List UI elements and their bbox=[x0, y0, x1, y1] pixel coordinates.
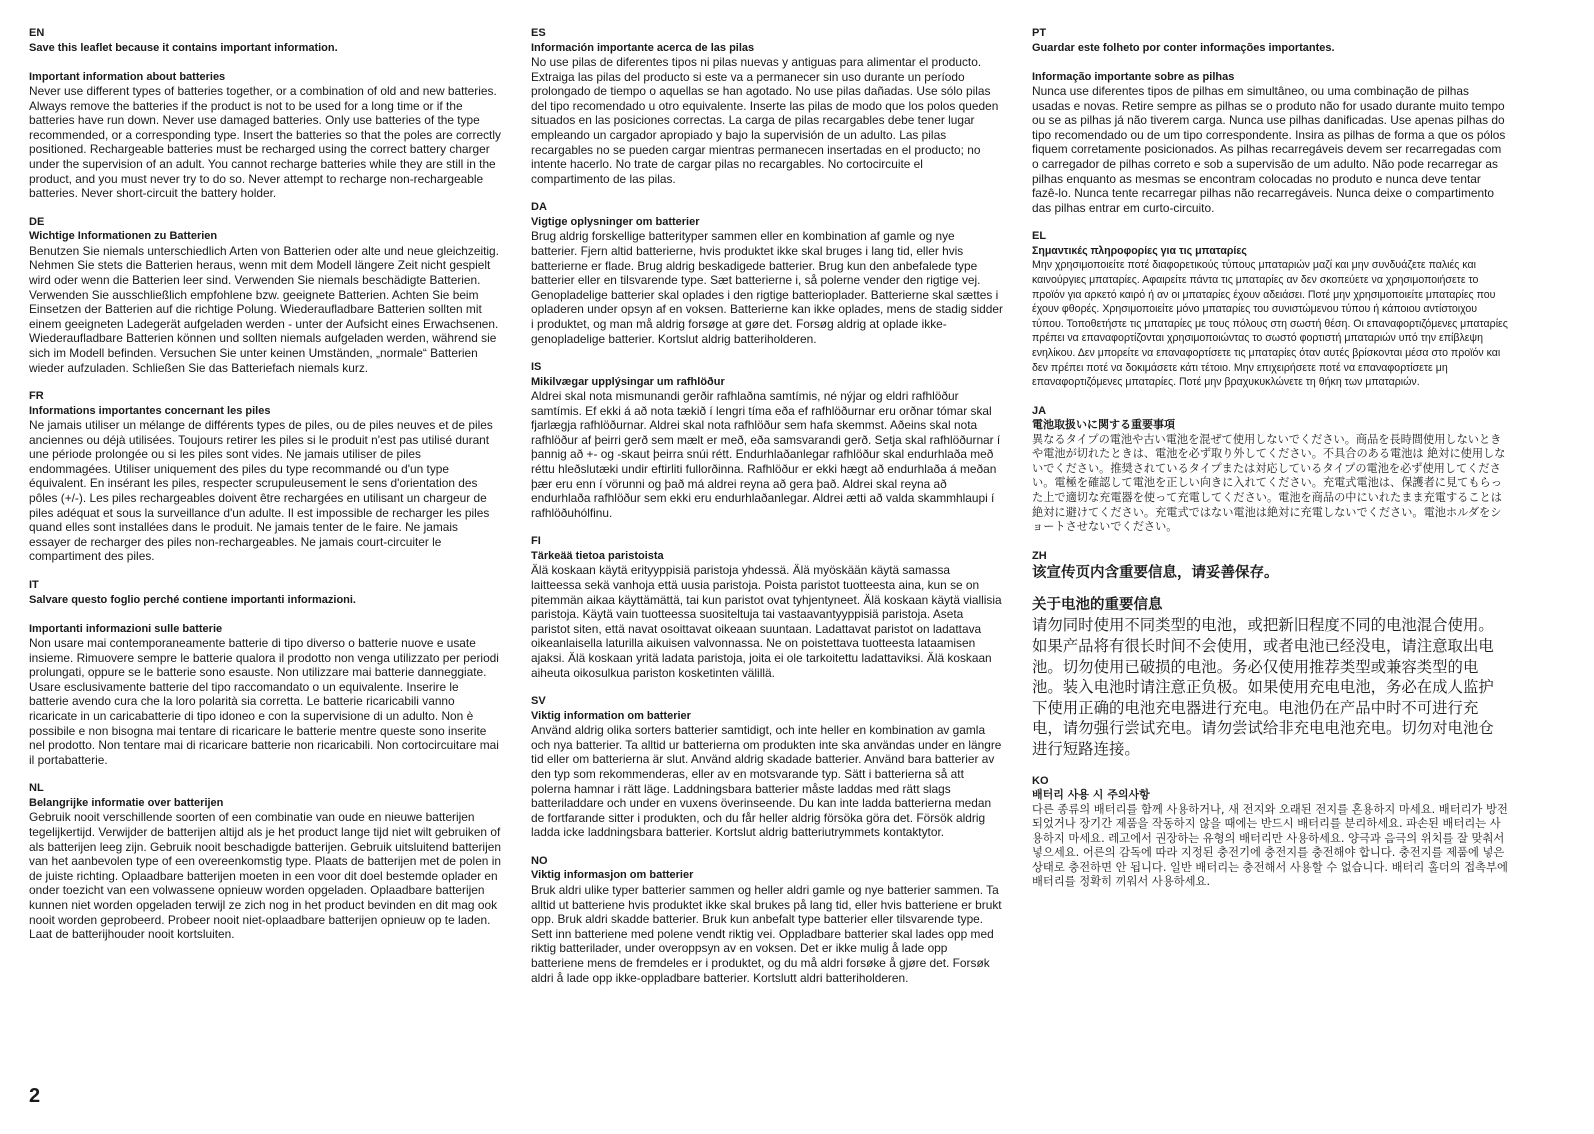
section-body: Benutzen Sie niemals unterschiedlich Arten von Batterien oder alte und neue gleichzeitig. Nehmen Sie stets die Batterien heraus, wenn mit dem Modell längere Zeit nicht gespielt wird oder wenn die Batterien leer sind. Verwenden Sie niemals beschädigte Batterien. Verwenden Sie ausschließlich empfohlene bzw. geeignete Batterien. Achten Sie beim Einsetzen der Batterien auf die richtige Polung. Wiederaufladbare Batterien sollten mit einem geeigneten Ladegerät aufgeladen werden - unter der Aufsicht eines Erwachsenen. Wiederaufladbare Batterien können und sollten niemals aufgeladen werden, während sie sich im Modell befinden. Versuchen Sie unter keinen Umständen, „normale“ Batterien wieder aufzuladen. Schließen Sie das Batteriefach niemals kurz. bbox=[29, 243, 499, 375]
section-heading: Viktig information om batterier bbox=[531, 709, 691, 722]
section-nl bbox=[29, 781, 501, 941]
section-body: 다른 종류의 배터리를 함께 사용하거나, 새 전지와 오래된 전지를 혼용하지 마세요. 배터리가 방전되었거나 장기간 제품을 작동하지 않을 때에는 반드시 배터리를 분리하세요. 파손된 배터리는 사용하지 마세요. 레고에서 권장하는 유형의 배터리만 사용하세요. 양극과 음극의 위치를 잘 맞춰서 넣으세요. 어른의 감독에 따라 지정된 충전기에 충전지를 충전해야 합니다. 충전지를 제품에 넣은 상태로 충전하면 안 됩니다. 일반 배터리는 충전해서 사용할 수 없습니다. 배터리 홀더의 접촉부에 배터리를 정확히 끼워서 사용하세요. bbox=[1032, 802, 1508, 889]
section-heading: Importanti informazioni sulle batterie bbox=[29, 622, 223, 635]
section-body: Ne jamais utiliser un mélange de différents types de piles, ou de piles neuves et de piles anciennes ou déjà utilisées. Toujours retirer les piles si le produit n'est pas utilisé durant une période prolongée ou si les piles sont vides. Ne jamais utiliser de piles endommagées. Utiliser uniquement des piles du type recommandé ou d'un type équivalent. En insérant les piles, respecter scrupuleusement le sens d'orientation des pôles (+/-). Les piles rechargeables doivent être rechargées en utilisant un chargeur de piles adéquat et sous la surveillance d'un adulte. Il est impossible de recharger les piles quand elles sont installées dans le produit. Ne jamais tenter de le faire. Ne jamais essayer de recharger des piles non-rechargeables. Ne jamais court-circuiter le compartiment des piles. bbox=[29, 418, 493, 564]
section-body: 異なるタイプの電池や古い電池を混ぜて使用しないでください。商品を長時間使用しないときや電池が切れたときは、電池を必ず取り外してください。不具合のある電池は 絶対に使用しないでください。推奨されているタイプまたは対応しているタイプの電池を必ず使用してください。電極を確認して電池を正しい向きに入れてください。充電式電池は、保護者に見てもらった上で適切な充電器を使って充電してください。電池を商品の中にいれたまま充電することは絶対に避けてください。充電式ではない電池は絶対に充電しないでください。電池ホルダをショートさせないでください。 bbox=[1032, 432, 1506, 534]
column-1 bbox=[29, 26, 501, 956]
section-heading: 关于电池的重要信息 bbox=[1032, 597, 1163, 614]
section-body: Älä koskaan käytä erityyppisiä paristoja yhdessä. Älä myöskään käytä samassa laitteessa sekä vanhoja että uusia paristoja. Poista paristot tuotteesta aina, kun se on pitemmän aikaa käyttämättä, tai kun paristot ovat tyhjentyneet. Älä koskaan käytä viallisia paristoja. Käytä vain tuotteessa suositeltuja tai vastaavantyyppisiä paristoja. Aseta paristot siten, että navat osoittavat oikeaan suuntaan. Ladattavat paristot on ladattava oikeanlaisella laturilla aikuisen valvonnassa. Ne on poistettava tuotteesta lataamisen ajaksi. Älä koskaan yritä ladata paristoja, joita ei ole tarkoitettu ladattaviksi. Älä koskaan aiheuta oikosulkua pariston kosketinten välillä. bbox=[531, 563, 1002, 680]
section-body: Gebruik nooit verschillende soorten of een combinatie van oude en nieuwe batterijen tegelijkertijd. Verwijder de batterijen altijd als je het product lange tijd niet wilt gebruiken of als batterijen leeg zijn. Gebruik nooit beschadigde batterijen. Gebruik uitsluitend batterijen van het aanbevolen type of een overeenkomstig type. Plaats de batterijen met de polen in de juiste richting. Oplaadbare batterijen moeten in een voor dit doel bestemde oplader en onder toezicht van een volwassene opnieuw worden opgeladen. Oplaadbare batterijen kunnen niet worden opgeladen terwijl ze zich nog in het product bevinden en dit mag ook nooit worden geprobeerd. Probeer nooit niet-oplaadbare batterijen opnieuw op te laden. Laat de batterijhouder nooit kortsluiten. bbox=[29, 810, 501, 942]
section-heading: Informação importante sobre as pilhas bbox=[1032, 70, 1235, 83]
section-es bbox=[531, 26, 1003, 186]
language-code: FR bbox=[29, 390, 44, 403]
section-da bbox=[531, 200, 1003, 346]
language-code: DE bbox=[29, 215, 45, 228]
language-code: NO bbox=[531, 854, 548, 867]
language-code: SV bbox=[531, 695, 546, 708]
page-number: 2 bbox=[29, 1085, 41, 1107]
section-el bbox=[1032, 229, 1508, 389]
section-pt bbox=[1032, 26, 1508, 215]
language-code: PT bbox=[1032, 27, 1047, 39]
column-3 bbox=[1032, 26, 1508, 904]
section-body: 请勿同时使用不同类型的电池，或把新旧程度不同的电池混合使用。如果产品将有很长时间不会使用，或者电池已经没电，请注意取出电池。切勿使用已破损的电池。务必仅使用推荐类型或兼容类型的电池。装入电池时请注意正负极。如果使用充电电池，务必在成人监护下使用正确的电池充电器进行充电。电池仍在产品中时不可进行充电，请勿强行尝试充电。请勿尝试给非充电电池充电。切勿对电池仓进行短路连接。 bbox=[1032, 616, 1494, 758]
spacer bbox=[29, 607, 501, 622]
section-body: No use pilas de diferentes tipos ni pilas nuevas y antiguas para alimentar el producto. Extraiga las pilas del producto si este va a permanecer sin uso durante un período prolongado de tiempo o aquellas se han agotado. No use pilas dañadas. Use sólo pilas del tipo recomendado u otro equivalente. Inserte las pilas de modo que los polos queden situados en las posiciones correctas. La carga de pilas recargables debe tener lugar empleando un cargador apropiado y bajo la supervisión de un adulto. Las pilas recargables no se pueden cargar mientras permanecen insertadas en el producto; no intente hacerlo. No trate de cargar pilas no recargables. No cortocircuite el compartimento de las pilas. bbox=[531, 55, 999, 186]
language-code: NL bbox=[29, 782, 44, 795]
section-zh bbox=[1032, 549, 1508, 760]
section-ja bbox=[1032, 404, 1508, 535]
section-body: Bruk aldri ulike typer batterier sammen og heller aldri gamle og nye batterier sammen. Ta alltid ut batteriene hvis produktet ikke skal brukes på lang tid, eller hvis batteriene er brukt opp. Bruk aldri skadde batterier. Bruk kun anbefalt type batterier eller tilsvarende type. Sett inn batteriene med polene vendt riktig vei. Oppladbare batterier skal lades opp med riktig batterilader, under overoppsyn av en voksen. Det er ikke mulig å lade opp batteriene mens de fremdeles er i produktet, og du må aldri forsøke å gjøre det. Forsøk aldri å lade opp ikke-oppladbare batterier. Kortslutt aldri batteriholderen. bbox=[531, 882, 1002, 985]
section-heading: Σημαντικές πληροφορίες για τις μπαταρίες bbox=[1032, 244, 1247, 257]
section-body: Μην χρησιμοποιείτε ποτέ διαφορετικούς τύπους μπαταριών μαζί και μην συνδυάζετε παλιές και καινούργιες μπαταρίες. Αφαιρείτε πάντα τις μπαταρίες αν δεν σκοπεύετε να χρησιμοποιήσετε το προϊόν για αρκετό καιρό ή αν οι μπαταρίες έχουν αδειάσει. Ποτέ μην χρησιμοποιείτε μπαταρίες που έχουν φθορές. Χρησιμοποιείτε μόνο μπαταρίες του συνιστώμενου τύπου ή κάποιου αντίστοιχου τύπου. Τοποθετήστε τις μπαταρίες με τους πόλους στη σωστή θέση. Οι επαναφορτιζόμενες μπαταρίες πρέπει να επαναφορτίζονται χρησιμοποιώντας το σωστό φορτιστή μπαταριών υπό την επίβλεψη ενηλίκου. Δεν μπορείτε να επαναφορτίσετε τις μπαταρίες όταν αυτές βρίσκονται μέσα στο προϊόν και δεν πρέπει ποτέ να δοκιμάσετε κάτι τέτοιο. Μην επιχειρήσετε ποτέ να επαναφορτίσετε μη επαναφορτιζόμενες μπαταρίες. Ποτέ μην βραχυκυκλώνετε τη θήκη των μπαταριών. bbox=[1032, 259, 1508, 389]
section-heading: Wichtige Informationen zu Batterien bbox=[29, 230, 218, 243]
section-heading: Save this leaflet because it contains important information. bbox=[29, 41, 338, 54]
language-code: DA bbox=[531, 201, 547, 214]
section-body: Non usare mai contemporaneamente batterie di tipo diverso o batterie nuove e usate insieme. Rimuovere sempre le batterie qualora il prodotto non venga utilizzato per periodi prolungati, oppure se le batterie sono esauste. Non utilizzare mai batterie danneggiate. Usare esclusivamente batterie del tipo raccomandato o un equivalente. Inserire le batterie avendo cura che la loro polarità sia corretta. Le batterie ricaricabili vanno ricaricate in un caricabatterie di tipo idoneo e con la supervisione di un adulto. Non è possibile e non bisogna mai tentare di ricaricare le batterie mentre queste sono inserite nel prodotto. Non tentare mai di ricaricare batterie non ricaricabili. Non cortocircuitare mai il portabatterie. bbox=[29, 636, 499, 767]
section-it bbox=[29, 578, 501, 767]
language-code: JA bbox=[1032, 404, 1047, 417]
section-heading: Belangrijke informatie over batterijen bbox=[29, 796, 224, 809]
spacer bbox=[1032, 583, 1508, 595]
section-heading: Salvare questo foglio perché contiene importanti informazioni. bbox=[29, 593, 356, 606]
section-ko bbox=[1032, 774, 1508, 891]
section-heading: Mikilvægar upplýsingar um rafhlöður bbox=[531, 375, 725, 388]
language-code: EL bbox=[1032, 230, 1047, 243]
language-code: ES bbox=[531, 27, 546, 39]
section-heading: Viktig informasjon om batterier bbox=[531, 869, 694, 882]
section-heading: Tärkeää tietoa paristoista bbox=[531, 549, 664, 562]
section-body: Brug aldrig forskellige batterityper sammen eller en kombination af gamle og nye batterier. Fjern altid batterierne, hvis produktet ikke skal bruges i lang tid, eller hvis batterierne er flade. Brug aldrig beskadigede batterier. Brug kun den anbefalede type batterier eller en tilsvarende type. Sæt batterierne i, så polerne vender den rigtige vej. Genopladelige batterier skal oplades i den rigtige batterioplader. Batterierne skal sættes i opladeren under opsyn af en voksen. Batterierne kan ikke oplades, mens de stadig sidder i produktet, og man må aldrig forsøge at gøre det. Forsøg aldrig at oplade ikke-genopladelige batterier. Kortslut aldrig batteriholderen. bbox=[531, 229, 1003, 346]
section-is bbox=[531, 360, 1003, 520]
section-fr bbox=[29, 389, 501, 564]
section-no bbox=[531, 854, 1003, 985]
language-code: ZH bbox=[1032, 549, 1047, 562]
spacer bbox=[1032, 55, 1508, 70]
language-code: EN bbox=[29, 27, 45, 39]
section-body: Aldrei skal nota mismunandi gerðir rafhlaðna samtímis, né nýjar og eldri rafhlöður samtímis. Ef ekki á að nota tækið í lengri tíma eða ef rafhlöðurnar eru orðnar tómar skal fjarlægja rafhlöðurnar. Aldrei skal nota rafhlöður sem hafa skemmst. Aðeins skal nota rafhlöður af þeirri gerð sem mælt er með, eða samsvarandi gerð. Setja skal rafhlöðurnar í þannig að +- og -skaut þeirra snúi rétt. Endurhlaðanlegar rafhlöður skal endurhlaða með réttu hleðslutæki undir eftirliti fullorðinna. Rafhlöður er ekki hægt að endurhlaða á meðan þær eru enn í vörunni og það má aldrei reyna að gera það. Aldrei skal reyna að endurhlaða rafhlöður sem ekki eru endurhlaðanlegar. Aldrei ætti að valda skammhlaupi í rafhlöðuhólfinu. bbox=[531, 389, 1001, 520]
section-sv bbox=[531, 694, 1003, 840]
spacer bbox=[29, 55, 501, 70]
section-heading: 该宣传页内含重要信息，请妥善保存。 bbox=[1032, 565, 1279, 582]
section-heading: Guardar este folheto por conter informações importantes. bbox=[1032, 41, 1335, 54]
section-body: Never use different types of batteries together, or a combination of old and new batteries. Always remove the batteries if the product is not to be used for a long time or if the batteries have run down. Never use damaged batteries. Only use batteries of the type recommended, or a corresponding type. Insert the batteries so that the poles are correctly positioned. Rechargeable batteries must be recharged using the correct battery charger under the supervision of an adult. You cannot recharge batteries while they are still in the product, and you must never try to do so. Never attempt to recharge non-rechargeable batteries. Never short-circuit the battery holder. bbox=[29, 84, 501, 201]
section-body: Använd aldrig olika sorters batterier samtidigt, och inte heller en kombination av gamla och nya batterier. Ta alltid ur batterierna om produkten inte ska användas under en längre tid eller om batterierna är slut. Använd aldrig skadade batterier. Använd bara batterier av den typ som rekommenderas, eller av en motsvarande typ. Sätt i batterierna så att polerna hamnar i rätt läge. Laddningsbara batterier måste laddas med rätt slags batteriladdare och under en vuxens överinseende. Du kan inte ladda batterierna medan de fortfarande sitter i produkten, och du får heller aldrig försöka göra det. Försök aldrig ladda icke laddningsbara batterier. Kortslut aldrig batteriutrymmets kontaktytor. bbox=[531, 723, 1002, 840]
section-fi bbox=[531, 534, 1003, 680]
language-code: KO bbox=[1032, 774, 1049, 787]
language-code: IS bbox=[531, 361, 542, 374]
column-2 bbox=[531, 26, 1003, 999]
section-heading: 배터리 사용 시 주의사항 bbox=[1032, 788, 1150, 801]
section-heading: Información importante acerca de las pilas bbox=[531, 41, 755, 54]
section-de bbox=[29, 215, 501, 375]
section-body: Nunca use diferentes tipos de pilhas em simultâneo, ou uma combinação de pilhas usadas e novas. Retire sempre as pilhas se o produto não for usado durante muito tempo ou se as pilhas já não tiverem carga. Nunca use pilhas danificadas. Use apenas pilhas do tipo recomendado ou de um tipo correspondente. Insira as pilhas de forma a que os pólos fiquem corretamente posicionados. As pilhas recarregáveis devem ser recarregadas com o carregador de pilhas correto e sob a supervisão de um adulto. Não pode recarregar as pilhas enquanto as mesmas se encontram colocadas no produto e nunca deve tentar fazê-lo. Nunca tente recarregar pilhas não recarregáveis. Nunca deixe o compartimento das pilhas entrar em curto-circuito. bbox=[1032, 84, 1506, 215]
language-code: IT bbox=[29, 579, 39, 592]
section-heading: Vigtige oplysninger om batterier bbox=[531, 215, 700, 228]
language-code: FI bbox=[531, 535, 541, 548]
section-heading: Informations importantes concernant les piles bbox=[29, 404, 271, 417]
section-heading: Important information about batteries bbox=[29, 70, 226, 83]
section-heading: 電池取扱いに関する重要事項 bbox=[1032, 418, 1175, 432]
section-en bbox=[29, 26, 501, 201]
